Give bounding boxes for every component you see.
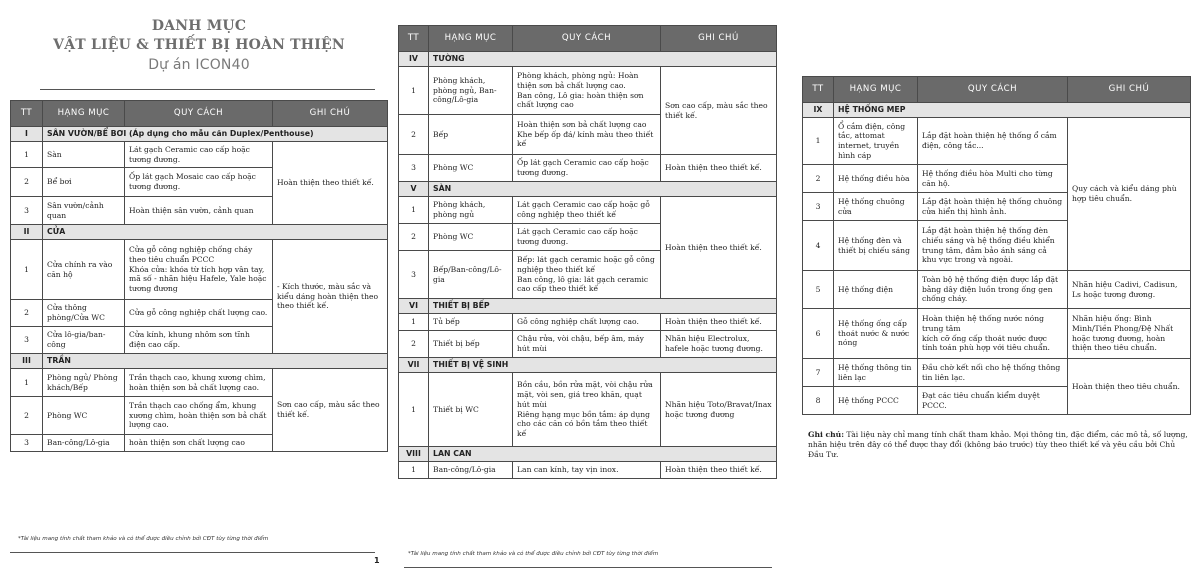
row-number: 2 [399, 331, 429, 358]
row-number: 1 [11, 240, 43, 300]
row-item: Thiết bị bếp [429, 331, 513, 358]
section-number: VII [399, 358, 429, 373]
row-number: 2 [11, 397, 43, 435]
row-item: Phòng khách, phòng ngủ [429, 197, 513, 224]
row-spec-text: Bồn cầu, bồn rửa mặt, vòi chậu rửa mặt, vòi sen, giá treo khăn, quạt hút mùi Riêng hạng mục bồn tắm: áp dụng cho các căn có bồn tắm theo thiết kế [517, 380, 653, 438]
page-number: 1 [374, 556, 380, 565]
header-spec: QUY CÁCH [513, 26, 661, 52]
section-title: THIẾT BỊ BẾP [429, 299, 777, 314]
section-row [11, 127, 388, 142]
row-item: Sàn [43, 142, 125, 168]
section-number: VI [399, 299, 429, 314]
header-spec: QUY CÁCH [918, 77, 1068, 103]
row-note: - Kích thước, màu sắc và kiểu dáng hoàn thiện theo theo thiết kế. [273, 240, 388, 354]
row-number: 2 [11, 300, 43, 327]
row-spec [125, 240, 273, 300]
row-spec: Lắp đặt hoàn thiện hệ thống đèn chiếu sáng và hệ thống điều khiển trung tâm, đảm bảo ánh sáng cả khu vực trong và ngoài. [918, 221, 1068, 271]
row-number: 1 [11, 369, 43, 397]
row-number: 3 [399, 251, 429, 299]
row-spec: Đạt các tiêu chuẩn kiểm duyệt PCCC. [918, 387, 1068, 415]
row-item: Bể bơi [43, 168, 125, 197]
table-row [399, 462, 777, 479]
row-number: 3 [803, 193, 834, 221]
row-spec: Toàn bộ hệ thống điện được lắp đặt bằng dây điện luồn trong ống gen chống cháy. [918, 271, 1068, 309]
spec-table-page-1 [10, 100, 388, 452]
document-page-2 [396, 10, 780, 570]
row-item: Hệ thống ống cấp thoát nước & nước nóng [834, 309, 918, 359]
row-note: Hoàn thiện theo tiêu chuẩn. [1068, 359, 1191, 415]
row-note: Hoàn thiện theo thiết kế. [273, 142, 388, 225]
row-spec: Lát gạch Ceramic cao cấp hoặc tương đương. [125, 142, 273, 168]
row-item: Hệ thống thông tin liên lạc [834, 359, 918, 387]
section-title: SÀN [429, 182, 777, 197]
row-number: 1 [803, 118, 834, 165]
row-spec: Đầu chờ kết nối cho hệ thống thông tin liên lạc. [918, 359, 1068, 387]
row-number: 3 [11, 327, 43, 354]
row-number: 1 [399, 462, 429, 479]
section-row [399, 52, 777, 67]
row-spec: Chậu rửa, vòi chậu, bếp âm, máy hút mùi [513, 331, 661, 358]
row-item: Bếp/Ban-công/Lô-gia [429, 251, 513, 299]
section-row [11, 354, 388, 369]
row-number: 3 [399, 155, 429, 182]
header-note: GHI CHÚ [1068, 77, 1191, 103]
table-row [399, 314, 777, 331]
section-row [399, 358, 777, 373]
spec-table-page-3 [802, 76, 1191, 415]
row-item: Cửa chính ra vào căn hộ [43, 240, 125, 300]
table-row [803, 359, 1191, 387]
row-item: Phòng khách, phòng ngủ, Ban-công/Lô-gia [429, 67, 513, 115]
row-item: Ban-công/Lô-gia [429, 462, 513, 479]
row-item: Hệ thống đèn và thiết bị chiếu sáng [834, 221, 918, 271]
row-number: 2 [399, 115, 429, 155]
table-header [803, 77, 1191, 103]
section-title: HỆ THỐNG MEP [834, 103, 1191, 118]
header-tt: TT [399, 26, 429, 52]
table-row [803, 309, 1191, 359]
table-row [399, 373, 777, 447]
section-title: SÂN VƯỜN/BỂ BƠI (Áp dụng cho mẫu căn Duplex/Penthouse) [43, 127, 388, 142]
disclaimer-note [808, 430, 1190, 460]
header-note: GHI CHÚ [273, 101, 388, 127]
row-spec: Trần thạch cao, khung xương chìm, hoàn thiện sơn bả chất lượng cao. [125, 369, 273, 397]
row-item: Hệ thống điện [834, 271, 918, 309]
table-row [803, 118, 1191, 165]
row-item: Hệ thống PCCC [834, 387, 918, 415]
row-spec [918, 309, 1068, 359]
row-spec: Hệ thống điều hòa Multi cho từng căn hộ. [918, 165, 1068, 193]
row-spec-text: Hoàn thiện sơn bả chất lượng cao Khe bếp ốp đá/ kính màu theo thiết kế [517, 119, 654, 149]
row-item: Sân vườn/cảnh quan [43, 197, 125, 225]
row-number: 5 [803, 271, 834, 309]
row-number: 7 [803, 359, 834, 387]
row-spec: Trần thạch cao chống ẩm, khung xương chìm, hoàn thiện sơn bả chất lượng cao. [125, 397, 273, 435]
row-item: Cửa lô-gia/ban-công [43, 327, 125, 354]
title-divider [40, 89, 375, 90]
row-item: Ổ cắm điện, công tắc, attomat internet, truyền hình cáp [834, 118, 918, 165]
row-spec: Gỗ công nghiệp chất lượng cao. [513, 314, 661, 331]
row-number: 2 [803, 165, 834, 193]
row-spec: Hoàn thiện sân vườn, cảnh quan [125, 197, 273, 225]
row-number: 2 [11, 168, 43, 197]
row-spec: Lát gạch Ceramic cao cấp hoặc tương đương. [513, 224, 661, 251]
doc-title-line-2: VẬT LIỆU & THIẾT BỊ HOÀN THIỆN [53, 37, 345, 53]
row-spec-text: Bếp: lát gạch ceramic hoặc gỗ công nghiệp theo thiết kế Ban công, lô gia: lát gạch ceramic cao cấp theo thiết kế [517, 255, 655, 294]
header-item: HẠNG MỤC [834, 77, 918, 103]
section-row [399, 182, 777, 197]
table-header [11, 101, 388, 127]
doc-title: DANH MỤC [151, 18, 247, 34]
row-number: 3 [11, 435, 43, 452]
row-spec: Lan can kính, tay vịn inox. [513, 462, 661, 479]
row-item: Hệ thống chuông cửa [834, 193, 918, 221]
footer-divider [10, 552, 375, 553]
row-spec: Cửa kính, khung nhôm sơn tĩnh điện cao cấp. [125, 327, 273, 354]
section-row [399, 299, 777, 314]
section-number: V [399, 182, 429, 197]
table-row [399, 197, 777, 224]
document-page-1 [0, 0, 392, 570]
row-spec: Lắp đặt hoàn thiện hệ thống ổ cắm điện, công tắc... [918, 118, 1068, 165]
row-item: Hệ thống điều hòa [834, 165, 918, 193]
table-row [11, 369, 388, 397]
note-label: Ghi chú: [808, 430, 845, 439]
project-name: Dự án ICON40 [148, 57, 250, 73]
row-number: 1 [399, 314, 429, 331]
section-number: IX [803, 103, 834, 118]
row-spec: Lắp đặt hoàn thiện hệ thống chuông cửa hiển thị hình ảnh. [918, 193, 1068, 221]
row-note: Quy cách và kiểu dáng phù hợp tiêu chuẩn. [1068, 118, 1191, 271]
row-item: Ban-công/Lô-gia [43, 435, 125, 452]
row-item: Phòng ngủ/ Phòng khách/Bếp [43, 369, 125, 397]
table-row [399, 155, 777, 182]
row-spec-text: Cửa gỗ công nghiệp chống cháy theo tiêu chuẩn PCCC Khóa cửa: khóa từ tích hợp vân tay, mã số - nhãn hiệu Hafele, Yale hoặc tương đương [129, 245, 267, 294]
header-tt: TT [11, 101, 43, 127]
section-title: TRẦN [43, 354, 388, 369]
row-item: Cửa thông phòng/Cửa WC [43, 300, 125, 327]
table-row [399, 331, 777, 358]
document-page-3 [798, 68, 1194, 468]
row-note: Nhãn hiệu Cadivi, Cadisun, Ls hoặc tương đương. [1068, 271, 1191, 309]
table-header [399, 26, 777, 52]
row-spec: Cửa gỗ công nghiệp chất lượng cao. [125, 300, 273, 327]
row-number: 1 [399, 373, 429, 447]
footnote: *Tài liệu mang tính chất tham khảo và có thể được điều chỉnh bởi CĐT tùy từng thời điểm [408, 551, 659, 557]
section-number: III [11, 354, 43, 369]
spec-table-page-2 [398, 25, 777, 479]
section-number: IV [399, 52, 429, 67]
row-spec-text: Hoàn thiện hệ thống nước nóng trung tâm kích cỡ ống cấp thoát nước được tính toán phù hợp với tiêu chuẩn. [922, 314, 1050, 353]
row-item: Thiết bị WC [429, 373, 513, 447]
row-spec: hoàn thiện sơn chất lượng cao [125, 435, 273, 452]
section-title: TƯỜNG [429, 52, 777, 67]
header-item: HẠNG MỤC [429, 26, 513, 52]
row-note: Hoàn thiện theo thiết kế. [661, 314, 777, 331]
section-number: II [11, 225, 43, 240]
table-row [11, 240, 388, 300]
row-note: Hoàn thiện theo thiết kế. [661, 155, 777, 182]
row-item: Bếp [429, 115, 513, 155]
row-note: Nhãn hiệu Electrolux, hafele hoặc tương đương. [661, 331, 777, 358]
row-number: 1 [399, 67, 429, 115]
row-spec [513, 115, 661, 155]
header-tt: TT [803, 77, 834, 103]
footer-divider [404, 567, 772, 568]
section-row [11, 225, 388, 240]
row-number: 6 [803, 309, 834, 359]
row-spec [513, 373, 661, 447]
row-note: Sơn cao cấp, màu sắc theo thiết kế. [661, 67, 777, 155]
row-spec-text: Phòng khách, phòng ngủ: Hoàn thiện sơn bả chất lượng cao. Ban công, Lô gia: hoàn thiện sơn chất lượng cao [517, 71, 644, 110]
footnote: *Tài liệu mang tính chất tham khảo và có thể được điều chỉnh bởi CĐT tùy từng thời điểm [18, 536, 269, 542]
table-row [399, 67, 777, 115]
section-row [399, 447, 777, 462]
row-note: Hoàn thiện theo thiết kế. [661, 197, 777, 299]
section-title: LAN CAN [429, 447, 777, 462]
row-item: Phòng WC [429, 224, 513, 251]
row-spec: Ốp lát gạch Ceramic cao cấp hoặc tương đương. [513, 155, 661, 182]
row-spec: Ốp lát gạch Mosaic cao cấp hoặc tương đương. [125, 168, 273, 197]
table-row [11, 142, 388, 168]
section-number: I [11, 127, 43, 142]
section-title: THIẾT BỊ VỆ SINH [429, 358, 777, 373]
row-item: Phòng WC [429, 155, 513, 182]
row-note: Nhãn hiệu Toto/Bravat/Inax hoặc tương đương [661, 373, 777, 447]
row-note: Sơn cao cấp, màu sắc theo thiết kế. [273, 369, 388, 452]
section-row [803, 103, 1191, 118]
row-number: 2 [399, 224, 429, 251]
row-item: Tủ bếp [429, 314, 513, 331]
section-number: VIII [399, 447, 429, 462]
row-spec [513, 251, 661, 299]
section-title: CỬA [43, 225, 388, 240]
header-spec: QUY CÁCH [125, 101, 273, 127]
header-note: GHI CHÚ [661, 26, 777, 52]
row-number: 1 [11, 142, 43, 168]
row-note: Hoàn thiện theo thiết kế. [661, 462, 777, 479]
row-number: 8 [803, 387, 834, 415]
row-note: Nhãn hiệu ống: Bình Minh/Tiền Phong/Đệ Nhất hoặc tương đương, hoàn thiện theo tiêu chuẩn. [1068, 309, 1191, 359]
table-row [803, 271, 1191, 309]
row-number: 4 [803, 221, 834, 271]
header-item: HẠNG MỤC [43, 101, 125, 127]
note-text: Tài liệu này chỉ mang tính chất tham khảo. Mọi thông tin, đặc điểm, các mô tả, số lượng, nhãn hiệu trên đây có thể được thay đổi (không báo trước) tùy theo thiết kế và yêu cầu bởi Chủ Đầu Tư. [808, 430, 1188, 459]
row-spec: Lát gạch Ceramic cao cấp hoặc gỗ công nghiệp theo thiết kế [513, 197, 661, 224]
row-item: Phòng WC [43, 397, 125, 435]
row-number: 3 [11, 197, 43, 225]
row-number: 1 [399, 197, 429, 224]
row-spec [513, 67, 661, 115]
